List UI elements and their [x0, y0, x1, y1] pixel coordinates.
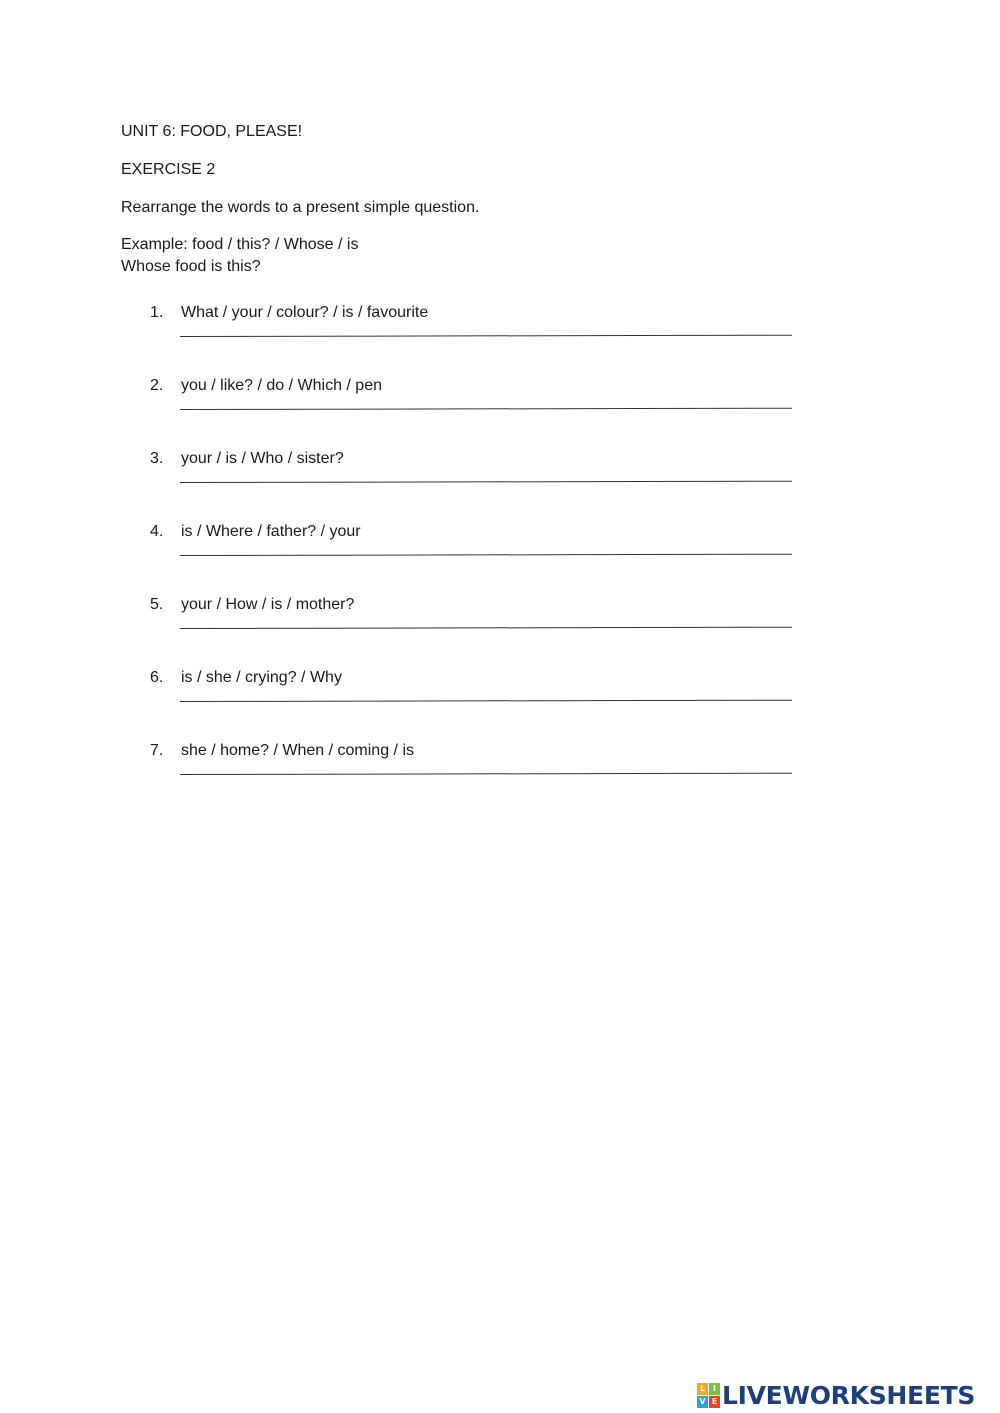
- question-text: she / home? / When / coming / is: [181, 742, 414, 759]
- question-item-6: [150, 668, 800, 708]
- liveworksheets-logo-icon: [697, 1383, 719, 1407]
- question-item-1: [150, 303, 800, 343]
- brand-name: LIVEWORKSHEETS: [722, 1380, 976, 1410]
- example-prompt: Example: food / this? / Whose / is: [121, 236, 359, 253]
- question-text: your / How / is / mother?: [181, 596, 355, 613]
- logo-tile-v: V: [697, 1396, 708, 1408]
- question-item-5: [150, 595, 800, 635]
- answer-line-1[interactable]: [180, 335, 792, 337]
- logo-tile-l: L: [697, 1383, 708, 1395]
- question-text: What / your / colour? / is / favourite: [181, 304, 429, 321]
- question-text: is / Where / father? / your: [181, 523, 361, 540]
- exercise-label: EXERCISE 2: [121, 161, 216, 178]
- question-number: 2.: [150, 377, 164, 394]
- liveworksheets-brand[interactable]: [697, 1378, 975, 1412]
- question-number: 5.: [150, 596, 164, 613]
- unit-title: UNIT 6: FOOD, PLEASE!: [121, 123, 303, 140]
- question-item-3: [150, 449, 800, 489]
- logo-tile-i: I: [709, 1383, 720, 1395]
- question-item-4: [150, 522, 800, 562]
- question-item-2: [150, 376, 800, 416]
- answer-line-2[interactable]: [180, 408, 792, 410]
- answer-line-4[interactable]: [180, 554, 792, 556]
- question-number: 1.: [150, 304, 164, 321]
- example-answer: Whose food is this?: [121, 258, 261, 275]
- question-text: you / like? / do / Which / pen: [181, 377, 382, 394]
- answer-line-6[interactable]: [180, 700, 792, 702]
- answer-line-3[interactable]: [180, 481, 792, 483]
- question-number: 3.: [150, 450, 164, 467]
- logo-tile-e: E: [709, 1396, 720, 1408]
- question-number: 4.: [150, 523, 164, 540]
- question-text: is / she / crying? / Why: [181, 669, 342, 686]
- question-number: 7.: [150, 742, 164, 759]
- question-item-7: [150, 741, 800, 781]
- instruction: Rearrange the words to a present simple question.: [121, 199, 480, 216]
- answer-line-7[interactable]: [180, 773, 792, 775]
- question-text: your / is / Who / sister?: [181, 450, 344, 467]
- question-number: 6.: [150, 669, 164, 686]
- answer-line-5[interactable]: [180, 627, 792, 629]
